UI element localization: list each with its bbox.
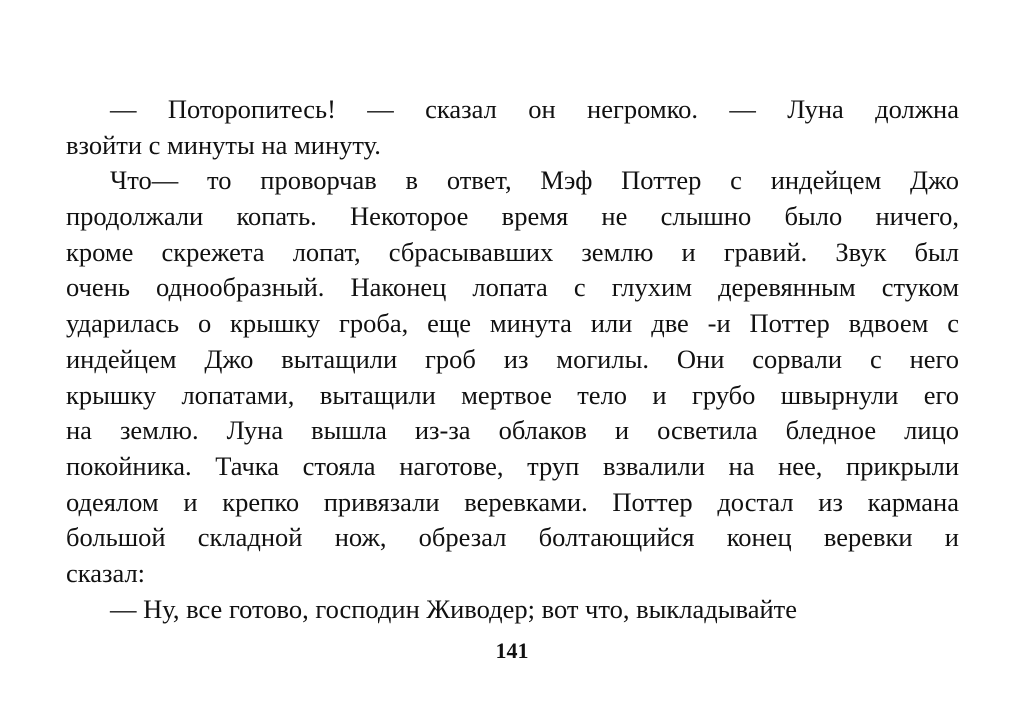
text-line: большой складной нож, обрезал болтающийся конец веревки и [66, 522, 959, 553]
text-line: крышку лопатами, вытащили мертвое тело и грубо швырнули его [66, 379, 959, 410]
text-line: очень однообразный. Наконец лопата с глухим деревянным стуком [66, 272, 959, 303]
text-line: ударилась о крышку гроба, еще минута или две -и Поттер вдвоем с [66, 308, 959, 339]
text-line: — Поторопитесь! — сказал он негромко. — Луна должна [110, 94, 959, 124]
text-line: продолжали копать. Некоторое время не слышно было ничего, [66, 201, 959, 232]
page-number: 141 [495, 638, 529, 663]
text-line: — Ну, все готово, господин Живодер; вот что, выкладывайте [110, 593, 798, 624]
text-line: покойника. Тачка стояла наготове, труп взвалили на нее, прикрыли [66, 450, 959, 481]
text-line: на землю. Луна вышла из-за облаков и осветила бледное лицо [66, 415, 959, 446]
body-text [66, 92, 959, 627]
text-line: взойти с минуты на минуту. [66, 129, 381, 160]
text-line: одеялом и крепко привязали веревками. Поттер достал из кармана [66, 486, 959, 517]
text-line: сказал: [66, 557, 146, 588]
text-line: Что— то проворчав в ответ, Мэф Поттер с индейцем Джо [110, 165, 959, 196]
text-line: индейцем Джо вытащили гроб из могилы. Они сорвали с него [66, 343, 959, 374]
text-line: кроме скрежета лопат, сбрасывавших землю и гравий. Звук был [66, 236, 959, 267]
